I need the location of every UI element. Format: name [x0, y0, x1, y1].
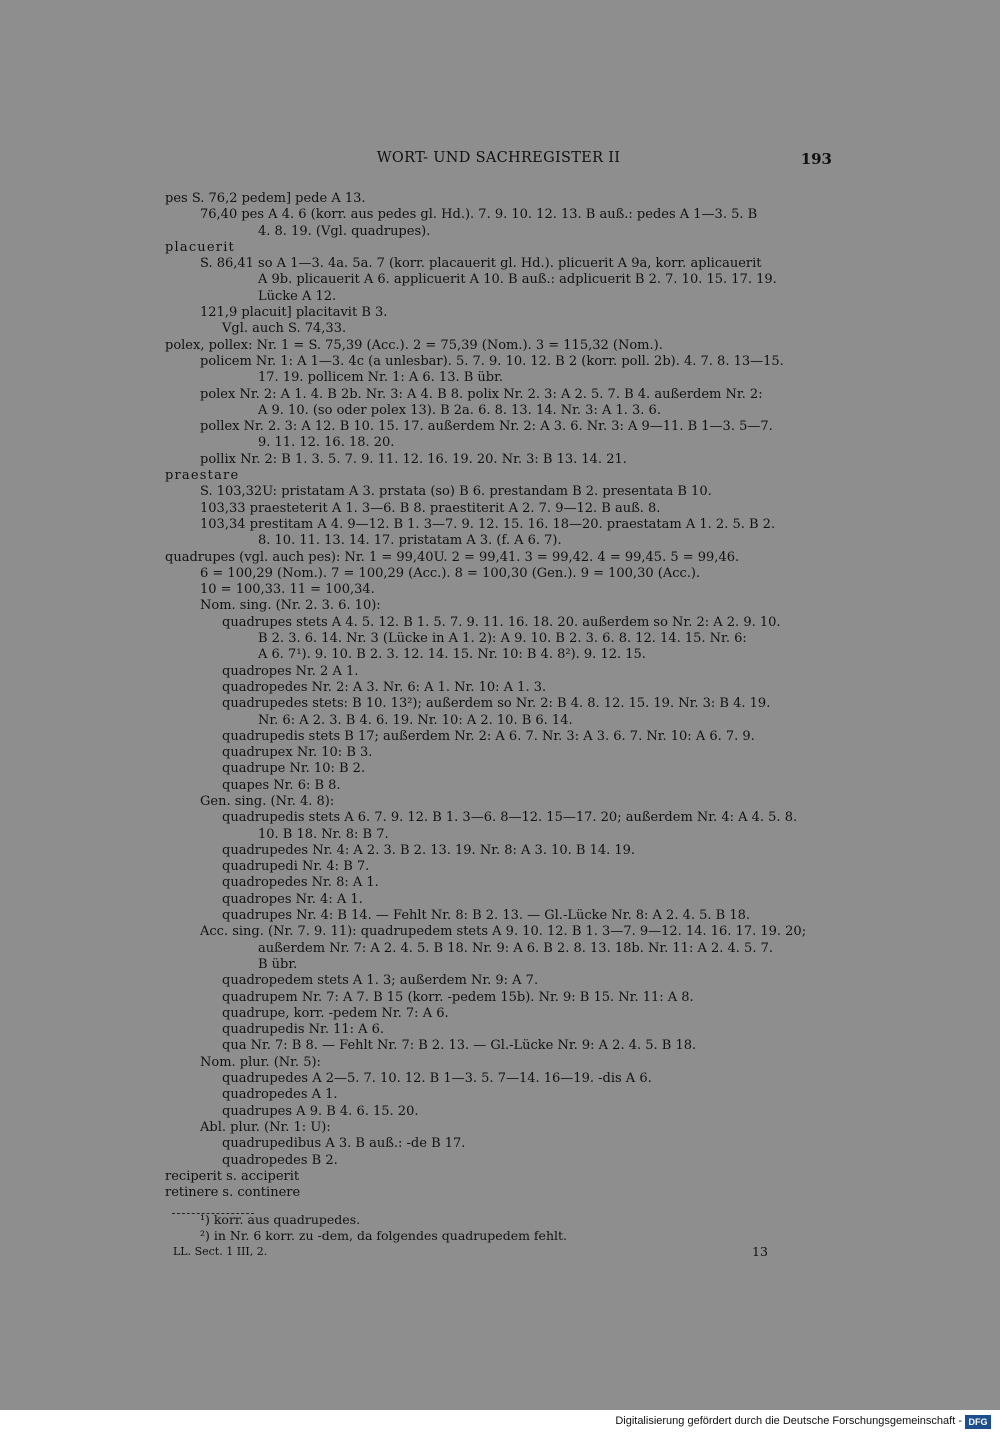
entry-line: quadrupedes Nr. 4: A 2. 3. B 2. 13. 19. Nr. 8: A 3. 10. B 14. 19.: [222, 842, 636, 858]
entry-line: quadrupedis stets B 17; außerdem Nr. 2: A 6. 7. Nr. 3: A 3. 6. 7. Nr. 10: A 6. 7. 9.: [222, 728, 755, 744]
entry-line: 121,9 placuit] placitavit B 3.: [200, 305, 388, 321]
footnote-1: ¹) korr. aus quadrupedes.: [200, 1212, 361, 1227]
entry-line: 10. B 18. Nr. 8: B 7.: [258, 826, 389, 842]
entry-line: Gen. sing. (Nr. 4. 8):: [200, 793, 335, 809]
entry-line: 6 = 100,29 (Nom.). 7 = 100,29 (Acc.). 8 = 100,30 (Gen.). 9 = 100,30 (Acc.).: [200, 565, 701, 581]
entry-line: polex Nr. 2: A 1. 4. B 2b. Nr. 3: A 4. B 8. polix Nr. 2. 3: A 2. 5. 7. B 4. außerdem Nr. 2:: [200, 386, 763, 402]
entry-line: S. 103,32Ü: pristatam A 3. prstata (so) B 6. prestandam B 2. presentata B 10.: [200, 484, 712, 500]
entry-headword-line: polex, pollex: Nr. 1 = S. 75,39 (Acc.). 2 = 75,39 (Nom.). 3 = 115,32 (Nom.).: [165, 337, 663, 353]
entry-headword-line: praestare: [165, 468, 240, 484]
register-entries: [165, 191, 832, 1201]
entry-line: Vgl. auch S. 74,33.: [222, 321, 347, 337]
entry-line: quadrupedis Nr. 11: A 6.: [222, 1022, 385, 1038]
entry-headword-line: retinere s. continere: [165, 1185, 301, 1201]
entry-line: 103,34 prestitam A 4. 9—12. B 1. 3—7. 9. 12. 15. 16. 18—20. praestatam A 1. 2. 5. B 2.: [200, 516, 776, 532]
entry-line: pollex Nr. 2. 3: A 12. B 10. 15. 17. außerdem Nr. 2: A 3. 6. Nr. 3: A 9—11. B 1—3. 5—7.: [200, 419, 773, 435]
entry-line: quadropes Nr. 4: A 1.: [222, 891, 363, 907]
entry-line: 8. 10. 11. 13. 14. 17. pristatam A 3. (f. A 6. 7).: [258, 533, 562, 549]
entry-line: quadropedem stets A 1. 3; außerdem Nr. 9: A 7.: [222, 973, 539, 989]
entry-line: 10 = 100,33. 11 = 100,34.: [200, 582, 375, 598]
entry-line: A 9. 10. (so oder polex 13). B 2a. 6. 8. 13. 14. Nr. 3: A 1. 3. 6.: [258, 402, 661, 418]
entry-line: quadrupem Nr. 7: A 7. B 15 (korr. -pedem 15b). Nr. 9: B 15. Nr. 11: A 8.: [222, 989, 694, 1005]
entry-line: quapes Nr. 6: B 8.: [222, 777, 341, 793]
entry-line: quadrupes Nr. 4: B 14. — Fehlt Nr. 8: B 2. 13. — Gl.-Lücke Nr. 8: A 2. 4. 5. B 18.: [222, 908, 751, 924]
entry-line: Abl. plur. (Nr. 1: Ü):: [200, 1119, 331, 1135]
entry-line: quadrupedibus A 3. B auß.: -de B 17.: [222, 1136, 466, 1152]
entry-line: quadropedes A 1.: [222, 1087, 338, 1103]
entry-line: policem Nr. 1: A 1—3. 4c (a unlesbar). 5. 7. 9. 10. 12. B 2 (korr. poll. 2b). 4. 7. 8. 13—15.: [200, 353, 784, 369]
digitization-footer: [0, 1410, 1000, 1434]
entry-line: quadrupedes A 2—5. 7. 10. 12. B 1—3. 5. 7—14. 16—19. -dis A 6.: [222, 1071, 652, 1087]
entry-line: quadrupedes stets: B 10. 13²); außerdem so Nr. 2: B 4. 8. 12. 15. 19. Nr. 3: B 4. 19.: [222, 696, 771, 712]
entry-line: qua Nr. 7: B 8. — Fehlt Nr. 7: B 2. 13. — Gl.-Lücke Nr. 9: A 2. 4. 5. B 18.: [222, 1038, 697, 1054]
entry-line: Acc. sing. (Nr. 7. 9. 11): quadrupedem stets A 9. 10. 12. B 1. 3—7. 9—12. 14. 16. 17. 19. 20;: [200, 924, 807, 940]
footnote-2: ²) in Nr. 6 korr. zu -dem, da folgendes quadrupedem fehlt.: [200, 1228, 567, 1243]
entry-line: quadrupedi Nr. 4: B 7.: [222, 859, 370, 875]
entry-line: 17. 19. pollicem Nr. 1: A 6. 13. B übr.: [258, 370, 504, 386]
entry-line: A 6. 7¹). 9. 10. B 2. 3. 12. 14. 15. Nr. 10: B 4. 8²). 9. 12. 15.: [258, 647, 646, 663]
entry-headword-line: reciperit s. acciperit: [165, 1168, 300, 1184]
entry-line: pollix Nr. 2: B 1. 3. 5. 7. 9. 11. 12. 16. 19. 20. Nr. 3: B 13. 14. 21.: [200, 451, 627, 467]
entry-line: quadropedes Nr. 8: A 1.: [222, 875, 379, 891]
entry-line: quadropedes Nr. 2: A 3. Nr. 6: A 1. Nr. 10: A 1. 3.: [222, 679, 547, 695]
funding-note: Digitalisierung gefördert durch die Deutsche Forschungsgemeinschaft -: [615, 1415, 962, 1427]
entry-line: quadrupex Nr. 10: B 3.: [222, 745, 373, 761]
entry-line: S. 86,41 so A 1—3. 4a. 5a. 7 (korr. placauerit gl. Hd.). plicuerit A 9a, korr. aplicauerit: [200, 256, 762, 272]
entry-line: Nr. 6: A 2. 3. B 4. 6. 19. Nr. 10: A 2. 10. B 6. 14.: [258, 712, 573, 728]
entry-line: Lücke A 12.: [258, 288, 337, 304]
entry-line: 103,33 praesteterit A 1. 3—6. B 8. praestiterit A 2. 7. 9—12. B auß. 8.: [200, 500, 661, 516]
entry-line: quadrupedis stets A 6. 7. 9. 12. B 1. 3—6. 8—12. 15—17. 20; außerdem Nr. 4: A 4. 5. 8.: [222, 810, 798, 826]
entry-line: quadropes Nr. 2 A 1.: [222, 663, 359, 679]
signature-mark: LL. Sect. 1 III, 2.: [173, 1245, 268, 1258]
entry-headword-line: placuerit: [165, 239, 235, 255]
entry-line: A 9b. plicauerit A 6. applicuerit A 10. B auß.: adplicuerit B 2. 7. 10. 15. 17. 19.: [258, 272, 777, 288]
sheet-number: 13: [752, 1244, 768, 1259]
entry-line: quadrupe, korr. -pedem Nr. 7: A 6.: [222, 1005, 449, 1021]
entry-headword-line: pes S. 76,2 pedem] pede A 13.: [165, 191, 366, 206]
entry-line: 9. 11. 12. 16. 18. 20.: [258, 435, 395, 451]
entry-line: 4. 8. 19. (Vgl. quadrupes).: [258, 223, 431, 239]
entry-line: 76,40 pes A 4. 6 (korr. aus pedes gl. Hd.). 7. 9. 10. 12. 13. B auß.: pedes A 1—3. 5. B: [200, 207, 758, 223]
entry-line: B 2. 3. 6. 14. Nr. 3 (Lücke in A 1. 2): A 9. 10. B 2. 3. 6. 8. 12. 14. 15. Nr. 6:: [258, 631, 747, 647]
entry-line: quadrupes A 9. B 4. 6. 15. 20.: [222, 1103, 419, 1119]
running-header: [165, 150, 832, 172]
entry-line: quadrupe Nr. 10: B 2.: [222, 761, 366, 777]
entry-line: B übr.: [258, 956, 298, 972]
footnotes: [200, 1212, 567, 1244]
entry-line: Nom. plur. (Nr. 5):: [200, 1054, 321, 1070]
entry-line: Nom. sing. (Nr. 2. 3. 6. 10):: [200, 598, 381, 614]
entry-line: quadropedes B 2.: [222, 1152, 338, 1168]
running-title: WORT- UND SACHREGISTER II: [376, 150, 621, 166]
entry-line: außerdem Nr. 7: A 2. 4. 5. B 18. Nr. 9: A 6. B 2. 8. 13. 18b. Nr. 11: A 2. 4. 5. 7.: [258, 940, 773, 956]
dfg-logo: DFG: [965, 1415, 991, 1429]
page-number: 193: [800, 150, 832, 168]
entry-headword-line: quadrupes (vgl. auch pes): Nr. 1 = 99,40Ü. 2 = 99,41. 3 = 99,42. 4 = 99,45. 5 = 99,46.: [165, 549, 740, 565]
entry-line: quadrupes stets A 4. 5. 12. B 1. 5. 7. 9. 11. 16. 18. 20. außerdem so Nr. 2: A 2. 9. 10.: [222, 614, 781, 630]
